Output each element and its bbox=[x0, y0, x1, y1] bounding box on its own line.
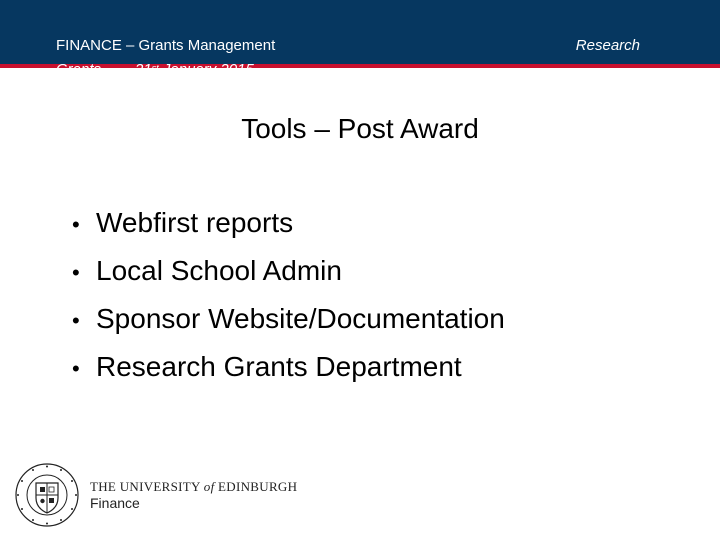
university-name-suffix: EDINBURGH bbox=[214, 479, 298, 494]
slide-header bbox=[0, 0, 720, 64]
bullet-icon: • bbox=[72, 308, 80, 333]
bullet-text: Webfirst reports bbox=[96, 207, 294, 238]
bullet-text: Sponsor Website/Documentation bbox=[96, 303, 505, 334]
header-section: Grants bbox=[56, 61, 102, 78]
university-name bbox=[90, 479, 297, 495]
university-name-prefix: THE UNIVERSITY bbox=[90, 479, 204, 494]
slide-title: Tools – Post Award bbox=[241, 113, 479, 144]
bullet-text: Local School Admin bbox=[96, 255, 342, 286]
header-right-label: Research bbox=[575, 37, 640, 54]
header-subject: FINANCE – Grants Management bbox=[56, 37, 276, 54]
bullet-icon: • bbox=[72, 212, 80, 237]
university-name-of: of bbox=[203, 479, 215, 494]
header-date-day: 21 bbox=[135, 61, 152, 78]
bullet-item bbox=[72, 200, 505, 248]
bullet-list bbox=[72, 200, 505, 392]
bullet-text: Research Grants Department bbox=[96, 351, 462, 382]
bullet-item bbox=[72, 248, 505, 296]
bullet-icon: • bbox=[72, 356, 80, 381]
university-crest-icon bbox=[12, 462, 82, 528]
bullet-item bbox=[72, 296, 505, 344]
header-subtitle bbox=[56, 61, 254, 79]
header-date-rest: January 2015 bbox=[158, 61, 254, 78]
department-name: Finance bbox=[90, 495, 140, 511]
bullet-item bbox=[72, 344, 505, 392]
bullet-icon: • bbox=[72, 260, 80, 285]
header-date-suffix: st bbox=[151, 63, 159, 73]
